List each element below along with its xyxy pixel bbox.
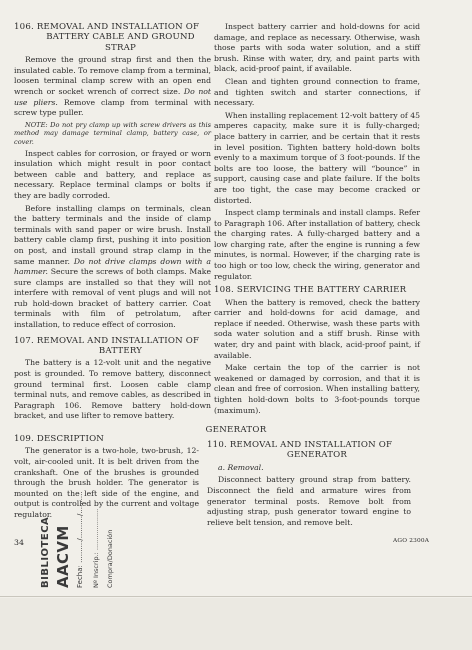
section-110-title — [207, 440, 411, 461]
s106-p1-text-a: Remove the ground strap first and then the insulated cable. To remove clamp from a terminal, loosen terminal clamp screw with an open end wrench or socket wrench of correct size. — [14, 55, 211, 96]
s106-p1-text-b: Remove clamp from terminal with screw type puller. — [14, 97, 211, 118]
left-column — [14, 22, 211, 424]
stamp-date-field: Fecha: ........../........../.......... — [76, 491, 84, 588]
section-106-paragraph-3 — [14, 204, 211, 331]
section-107-paragraph-1: The battery is a 12-volt unit and the negative post is grounded. To remove battery, disconnect ground terminal first. Loosen cable clamp terminal nuts, and remove cables, as described in Paragraph 106. Remove battery hold-down bracket, and use lifter to remove battery. — [14, 358, 211, 421]
section-110-subheading: a. Removal. — [218, 462, 264, 472]
section-109-paragraph-1: The generator is a two-hole, two-brush, 12-volt, air-cooled unit. It is belt driven from the crankshaft. One of the brushes is grounded through the brush holder. The generator is mounted on the left side of the engine, and output is controlled by the current and voltage regulator. — [14, 446, 199, 519]
right-column — [214, 22, 420, 418]
s106-p3-text-b: Secure the screws of both clamps. Make sure clamps are installed so that they will not interfere with removal of vent plugs and will not rub hold-down bracket of battery carrier. Coat terminals with film of petrolatum, after installation, to reduce effect of corrosion. — [14, 267, 211, 330]
library-stamp — [40, 484, 140, 588]
section-109-title: 109. DESCRIPTION — [14, 434, 105, 444]
section-108-paragraph-1: When the battery is removed, check the battery carrier and hold-downs for acid damage, and replace if needed. Otherwise, wash these parts with soda water solution and a stiff brush. Rinse with water, dry and paint with black, acid-proof paint, if available. — [214, 297, 420, 360]
stamp-library-name: BIBLIOTECA — [40, 516, 51, 588]
right-paragraph-1: Inspect battery carrier and hold-downs for acid damage, and replace as necessary. Otherwise, wash those parts with soda water solution, and a stiff brush. Rinse with water, dry, and paint parts with black, acid-proof paint, if available. — [214, 22, 420, 74]
section-106-paragraph-1 — [14, 55, 211, 119]
section-107-title-line1: 107. REMOVAL AND INSTALLATION OF — [14, 335, 200, 346]
stamp-registration-field: Nº Inscrip.: .................... — [92, 508, 100, 588]
section-108-paragraph-2: Make certain the top of the carrier is not weakened or damaged by corrosion, and that it is clean and free of corrosion. When installing battery, tighten hold-down bolts to 3-foot-pounds torque (maximum). — [214, 363, 420, 415]
s106-p3-text-a: Before installing clamps on terminals, clean the battery terminals and the inside of clamp terminals with sand paper or wire brush. Install battery cable clamp first, pushing it into position on post, and install ground strap clamp in the same manner. — [14, 203, 211, 266]
stamp-organization: AACVM — [54, 525, 72, 588]
section-106-paragraph-2: Inspect cables for corrosion, or frayed or worn insulation which might result in poor contact between cable and battery, and replace as necessary. Replace terminal clamps or bolts if they are badly corroded. — [14, 148, 211, 200]
generator-heading: GENERATOR — [205, 425, 267, 435]
scan-bottom-margin — [0, 598, 472, 650]
section-107-title — [14, 336, 211, 357]
stamp-acquisition-field: Compra/Donación — [106, 529, 114, 588]
section-110-title-line1: 110. REMOVAL AND INSTALLATION OF — [207, 440, 393, 450]
section-106-note: NOTE: Do not pry clamp up with screw drivers as this method may damage terminal clamp, battery case, or cover. — [14, 120, 211, 146]
s106-p1-emphasis: Do not use pliers. — [14, 87, 211, 107]
section-106-title-line2: BATTERY CABLE AND GROUND STRAP — [46, 32, 195, 53]
page-fold-line — [0, 596, 472, 597]
right-paragraph-2: Clean and tighten ground connection to frame, and tighten switch and starter connections, if necessary. — [214, 76, 420, 108]
section-107-title-line2: BATTERY — [98, 346, 143, 357]
s106-p3-emphasis: Do not drive clamps down with a hammer. — [14, 256, 211, 277]
page-number: 34 — [14, 538, 24, 547]
section-108-title: 108. SERVICING THE BATTERY CARRIER — [214, 285, 407, 296]
lower-right-column — [207, 440, 411, 530]
section-110-title-line2: GENERATOR — [286, 450, 348, 461]
right-paragraph-4: Inspect clamp terminals and install clamps. Refer to Paragraph 106. After installation of battery, check the charging rates. A fully-charged battery and a low charging rate, after the engine is running a few minutes, is normal. However, if the charging rate is too high or too low, check the wiring, generator and regulator. — [214, 208, 420, 281]
section-110-paragraph-1: Disconnect battery ground strap from battery. Disconnect the field and armature wires from generator terminal posts. Remove bolt from adjusting strap, push generator toward engine to relieve belt tension, and remove belt. — [207, 475, 411, 527]
document-code: AGO 2300A — [393, 538, 430, 544]
right-paragraph-3: When installing replacement 12-volt battery of 45 amperes capacity, make sure it is fully-charged; place battery in carrier, and be certain that it rests in level position. Tighten battery hold-down bolts evenly to a maximum torque of 3 foot-pounds. If the bolts are too loose, the battery will “bounce” in support, causing case and plate failure. If the bolts are too tight, the case may become cracked or distorted. — [214, 110, 420, 205]
section-106-title — [14, 22, 211, 53]
section-106-title-line1: 106. REMOVAL AND INSTALLATION OF — [14, 22, 200, 32]
